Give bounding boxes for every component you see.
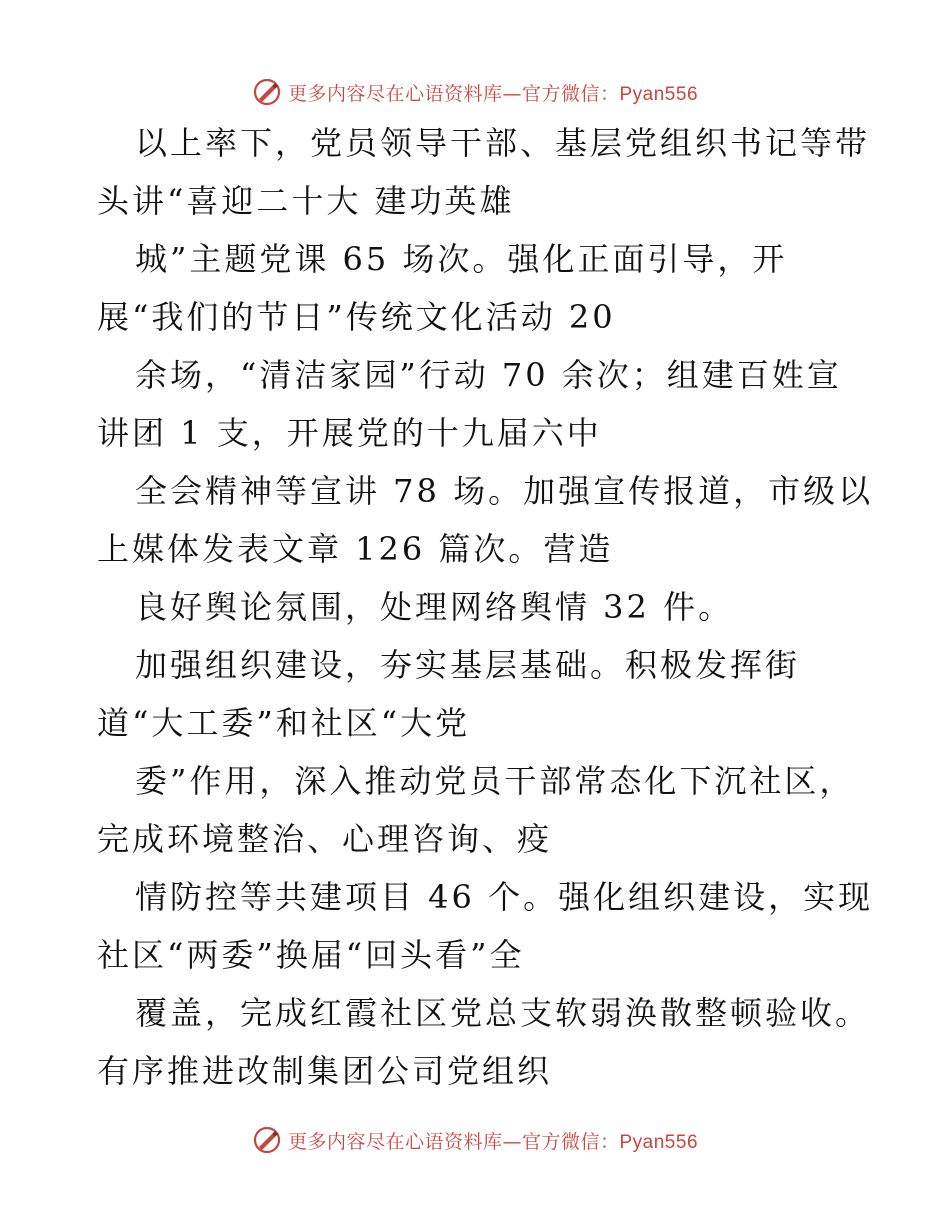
watermark-wechat-id: Pyan556 [619, 1131, 699, 1153]
text-line: 道“大工委”和社区“大党 [97, 704, 471, 742]
text-line: 良好舆论氛围，处理网络舆情 32 件。 [135, 588, 734, 626]
text-line: 余场，“清洁家园”行动 70 余次；组建百姓宣 [135, 356, 842, 394]
watermark-library-text: 更多内容尽在心语资料库 [287, 82, 503, 105]
text-line: 完成环境整治、心理咨询、疫 [97, 820, 553, 858]
text-line: 有序推进改制集团公司党组织 [97, 1052, 553, 1090]
text-line: 展“我们的节日”传统文化活动 20 [97, 298, 616, 336]
text-line: 情防控等共建项目 46 个。强化组织建设，实现 [135, 878, 874, 916]
text-line: 头讲“喜迎二十大 建功英雄 [97, 182, 515, 220]
text-line: 上媒体发表文章 126 篇次。营造 [97, 530, 614, 568]
watermark-wechat-id: Pyan556 [619, 83, 699, 105]
text-line: 讲团 1 支，开展党的十九届六中 [97, 414, 602, 452]
text-line: 加强组织建设，夯实基层基础。积极发挥街 [135, 646, 801, 684]
watermark-library-text: 更多内容尽在心语资料库 [287, 1130, 503, 1153]
text-line: 委”作用，深入推动党员干部常态化下沉社区， [135, 762, 855, 800]
text-line: 覆盖，完成红霞社区党总支软弱涣散整顿验收。 [135, 994, 871, 1032]
text-line: 以上率下，党员领导干部、基层党组织书记等带 [135, 124, 871, 162]
pen-logo-icon [252, 77, 282, 107]
watermark-separator: — [502, 82, 522, 105]
footer-watermark [0, 1120, 950, 1160]
text-line: 全会精神等宣讲 78 场。加强宣传报道，市级以 [135, 472, 874, 510]
header-watermark [0, 72, 950, 112]
text-line: 城”主题党课 65 场次。强化正面引导，开 [135, 240, 788, 278]
watermark-separator: — [502, 1130, 522, 1153]
watermark-wechat-label: 官方微信： [521, 1130, 620, 1153]
text-line: 社区“两委”换届“回头看”全 [97, 936, 525, 974]
watermark-wechat-label: 官方微信： [521, 82, 620, 105]
pen-logo-icon [252, 1125, 282, 1155]
